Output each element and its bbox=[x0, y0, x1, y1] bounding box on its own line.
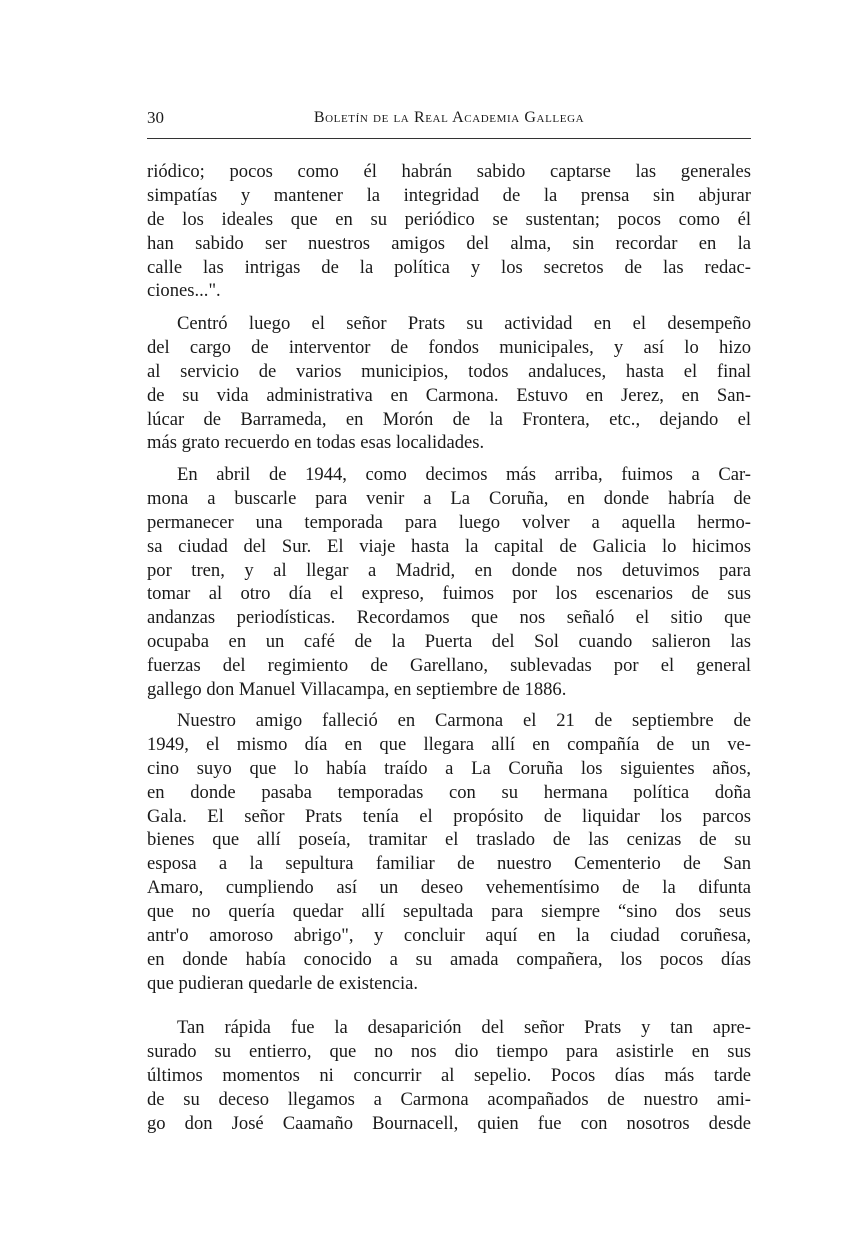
text-line: del cargo de interventor de fondos municipales, y así lo hizo bbox=[147, 336, 751, 358]
running-title: Boletín de la Real Academia Gallega bbox=[313, 109, 585, 126]
text-line: últimos momentos ni concurrir al sepelio. Pocos días más tarde bbox=[147, 1064, 751, 1086]
text-line: han sabido ser nuestros amigos del alma, sin recordar en la bbox=[147, 232, 751, 254]
text-line: go don José Caamaño Bournacell, quien fue con nosotros desde bbox=[147, 1112, 751, 1134]
text-line: andanzas periodísticas. Recordamos que nos señaló el sitio que bbox=[147, 607, 751, 629]
text-line: de su deceso llegamos a Carmona acompañados de nuestro ami- bbox=[147, 1088, 751, 1110]
text-line: de los ideales que en su periódico se sustentan; pocos como él bbox=[147, 208, 751, 230]
text-line: Amaro, cumpliendo así un deseo vehementísimo de la difunta bbox=[147, 877, 751, 899]
text-line: ciones...". bbox=[147, 280, 221, 302]
text-line: calle las intrigas de la política y los secretos de las redac- bbox=[147, 256, 751, 278]
paragraph-5 bbox=[147, 1016, 751, 1135]
paragraph-3 bbox=[147, 463, 751, 702]
paragraph-4 bbox=[147, 709, 751, 996]
text-line: bienes que allí poseía, tramitar el traslado de las cenizas de su bbox=[147, 829, 751, 851]
text-line: sa ciudad del Sur. El viaje hasta la capital de Galicia lo hicimos bbox=[147, 535, 751, 557]
text-line: permanecer una temporada para luego volver a aquella hermo- bbox=[147, 511, 751, 533]
text-line: En abril de 1944, como decimos más arriba, fuimos a Car- bbox=[177, 464, 751, 485]
text-line: tomar al otro día el expreso, fuimos por los escenarios de sus bbox=[147, 583, 751, 605]
text-line: antr'o amoroso abrigo", y concluir aquí en la ciudad coruñesa, bbox=[147, 925, 751, 947]
text-line: en donde había conocido a su amada compañera, los pocos días bbox=[147, 948, 751, 970]
text-line: simpatías y mantener la integridad de la prensa sin abjurar bbox=[147, 184, 751, 206]
text-line: Centró luego el señor Prats su actividad en el desempeño bbox=[177, 313, 751, 334]
text-line: lúcar de Barrameda, en Morón de la Frontera, etc., dejando el bbox=[147, 408, 751, 430]
page-number: 30 bbox=[147, 108, 164, 127]
running-header bbox=[147, 108, 751, 132]
paragraph-2 bbox=[147, 312, 751, 455]
text-line: de su vida administrativa en Carmona. Estuvo en Jerez, en San- bbox=[147, 384, 751, 406]
text-line: gallego don Manuel Villacampa, en septiembre de 1886. bbox=[147, 679, 567, 701]
text-line: esposa a la sepultura familiar de nuestro Cementerio de San bbox=[147, 853, 751, 875]
text-line: que pudieran quedarle de existencia. bbox=[147, 972, 419, 994]
text-line: surado su entierro, que no nos dio tiempo para asistirle en sus bbox=[147, 1040, 751, 1062]
paragraph-1 bbox=[147, 160, 751, 303]
text-line: Gala. El señor Prats tenía el propósito de liquidar los parcos bbox=[147, 805, 751, 827]
text-line: que no quería quedar allí sepultada para siempre “sino dos seus bbox=[147, 901, 751, 923]
text-line: Nuestro amigo falleció en Carmona el 21 de septiembre de bbox=[177, 710, 751, 731]
text-line: Tan rápida fue la desaparición del señor Prats y tan apre- bbox=[177, 1017, 751, 1038]
text-line: en donde pasaba temporadas con su hermana política doña bbox=[147, 781, 751, 803]
text-line: mona a buscarle para venir a La Coruña, en donde habría de bbox=[147, 487, 751, 509]
text-line: ocupaba en un café de la Puerta del Sol cuando salieron las bbox=[147, 631, 751, 653]
text-line: al servicio de varios municipios, todos andaluces, hasta el final bbox=[147, 360, 751, 382]
text-line: 1949, el mismo día en que llegara allí en compañía de un ve- bbox=[147, 733, 751, 755]
text-line: fuerzas del regimiento de Garellano, sublevadas por el general bbox=[147, 655, 751, 677]
text-line: cino suyo que lo había traído a La Coruña los siguientes años, bbox=[147, 757, 751, 779]
header-rule bbox=[147, 138, 751, 139]
text-line: riódico; pocos como él habrán sabido captarse las generales bbox=[147, 161, 751, 182]
text-line: más grato recuerdo en todas esas localidades. bbox=[147, 432, 485, 454]
text-line: por tren, y al llegar a Madrid, en donde nos detuvimos para bbox=[147, 559, 751, 581]
